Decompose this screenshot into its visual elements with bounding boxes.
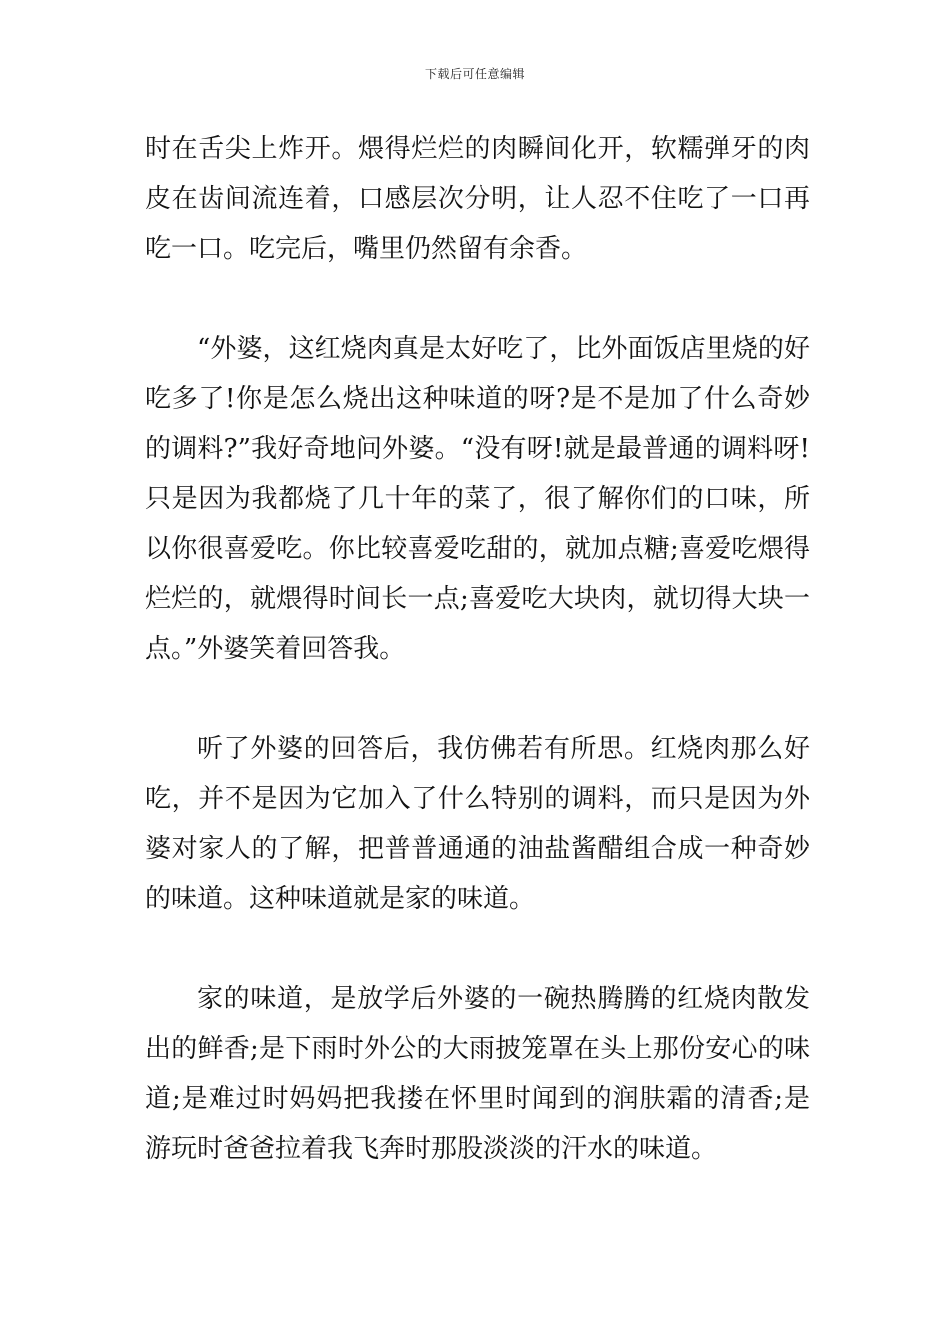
paragraph-4: 家的味道，是放学后外婆的一碗热腾腾的红烧肉散发出的鲜香;是下雨时外公的大雨披笼罩在头上那份安心的味道;是难过时妈妈把我搂在怀里时闻到的润肤霜的清香;是游玩时爸爸拉着我飞奔时那股淡淡的汗水的味道。 <box>145 984 810 1164</box>
paragraph-3: 听了外婆的回答后，我仿佛若有所思。红烧肉那么好吃，并不是因为它加入了什么特别的调料，而只是因为外婆对家人的了解，把普普通通的油盐酱醋组合成一种奇妙的味道。这种味道就是家的味道。 <box>145 734 810 914</box>
paragraph-2: “外婆，这红烧肉真是太好吃了，比外面饭店里烧的好吃多了!你是怎么烧出这种味道的呀?是不是加了什么奇妙的调料?”我好奇地问外婆。“没有呀!就是最普通的调料呀!只是因为我都烧了几十年的菜了，很了解你们的口味，所以你很喜爱吃。你比较喜爱吃甜的，就加点糖;喜爱吃煨得烂烂的，就煨得时间长一点;喜爱吃大块肉，就切得大块一点。”外婆笑着回答我。 <box>145 334 810 664</box>
page-header: 下载后可任意编辑 <box>424 67 525 81</box>
document-body <box>145 124 810 1174</box>
paragraph-1: 时在舌尖上炸开。煨得烂烂的肉瞬间化开，软糯弹牙的肉皮在齿间流连着，口感层次分明，让人忍不住吃了一口再吃一口。吃完后，嘴里仍然留有余香。 <box>145 134 810 264</box>
